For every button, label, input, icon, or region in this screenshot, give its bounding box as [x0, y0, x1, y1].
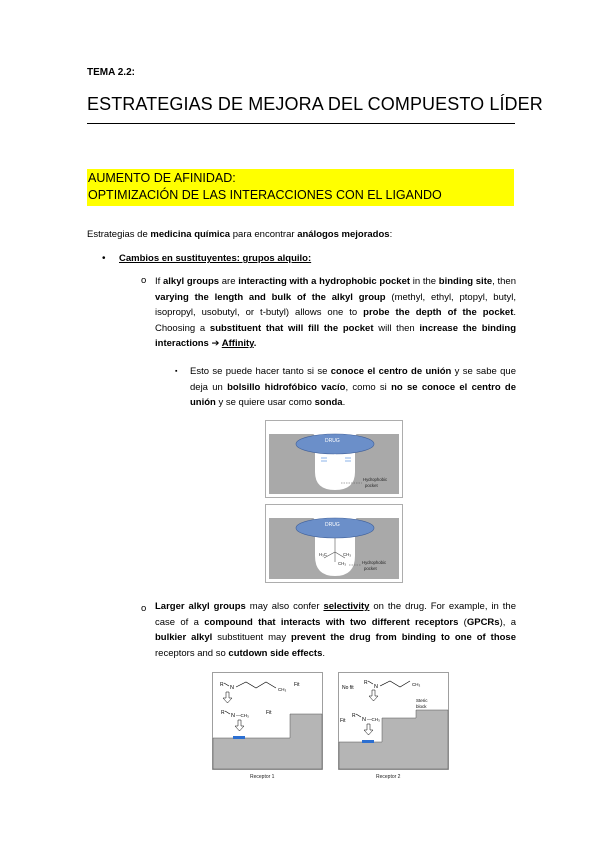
- text-run: ), a: [499, 616, 516, 628]
- pocket-caption: pocket: [364, 566, 377, 571]
- pocket-caption: Hydrophobic: [362, 560, 387, 565]
- text-run: y se quiere usar como: [215, 397, 315, 408]
- bold-run: Larger alkyl groups: [155, 601, 246, 612]
- text-run: , then: [492, 276, 516, 287]
- text-run: , como si: [345, 381, 392, 393]
- bold-run: sonda: [314, 397, 343, 408]
- bold-run: interacting with a hydrophobic pocket: [238, 276, 411, 287]
- fit-label: Fit: [294, 682, 300, 688]
- bold-run: GPCRs: [466, 616, 500, 628]
- receptor-2-panel: [339, 673, 449, 781]
- text-run: in the: [410, 276, 439, 287]
- section-title-line2: OPTIMIZACIÓN DE LAS INTERACCIONES CON EL LIGANDO: [88, 188, 442, 202]
- r-group-label: R: [352, 713, 356, 719]
- steric-label: Steric: [416, 698, 428, 703]
- bold-run: increase the binding interactions: [155, 322, 517, 349]
- hydrophobic-pocket-figure: [265, 420, 403, 583]
- nitrogen-label: N: [230, 685, 234, 691]
- topic-label: TEMA 2.2:: [87, 67, 135, 78]
- pocket-caption: Hydrophobic: [363, 477, 388, 482]
- intro-part: Estrategias de: [87, 229, 151, 240]
- text-run: .: [253, 338, 257, 349]
- r-group-label: R: [220, 682, 224, 688]
- nitrogen-label: N: [231, 713, 235, 719]
- receptor-2-caption: Receptor 2: [376, 774, 401, 780]
- methyl-label: H₃C: [319, 552, 327, 557]
- pocket-panel-empty: [266, 421, 403, 498]
- r-group-label: R: [364, 680, 368, 686]
- intro-part: :: [389, 229, 393, 240]
- probe-paragraph: [190, 364, 516, 411]
- intro-bold: medicina química: [150, 229, 231, 240]
- methyl-label: CH₃: [412, 682, 421, 687]
- text-run: (: [458, 616, 467, 628]
- text-run: (methyl, ethyl, ptopyl, butyl, isopropyl, usobutyl, or t-butyl) allows one to: [155, 291, 516, 318]
- text-run: . Choosing a: [155, 307, 516, 334]
- bold-run: bolsillo hidrofóbico vacío: [227, 381, 346, 393]
- affinity-term: Affinity: [221, 338, 254, 349]
- drug-ellipse: [296, 518, 374, 538]
- text-run: Esto se puede hacer tanto si se: [190, 366, 331, 377]
- text-run: receptors and so: [155, 647, 229, 659]
- binding-site-marker: [233, 736, 245, 739]
- selectivity-paragraph: [155, 599, 516, 661]
- bold-run: substituent that will fill the pocket: [209, 322, 374, 334]
- text-run: .: [342, 397, 346, 408]
- text-run: .: [322, 647, 326, 659]
- sub-bullet-symbol: o: [141, 275, 147, 286]
- page-title: ESTRATEGIAS DE MEJORA DEL COMPUESTO LÍDER: [87, 94, 543, 114]
- text-run: may also confer: [245, 601, 324, 612]
- receptor-1-panel: [213, 673, 323, 781]
- bold-run: prevent the drug from binding to one of those: [291, 632, 517, 643]
- bold-run: bulkier alkyl: [155, 632, 213, 643]
- fit-label: Fit: [340, 718, 346, 724]
- binding-site-marker: [362, 740, 374, 743]
- methyl-label: CH₃: [278, 687, 287, 692]
- bullet-symbol: •: [102, 253, 106, 264]
- drug-label: DRUG: [325, 438, 340, 444]
- pocket-panel-filled: [266, 505, 403, 583]
- methyl-label: —CH₃: [367, 717, 380, 722]
- text-run: will then: [373, 322, 420, 334]
- arrow-glyph: ➔: [208, 338, 222, 349]
- drug-ellipse: [296, 434, 374, 454]
- intro-bold: análogos mejorados: [297, 229, 390, 240]
- section-title-line1: AUMENTO DE AFINIDAD:: [88, 171, 236, 185]
- fit-label: Fit: [266, 710, 272, 716]
- nitrogen-label: N: [374, 684, 378, 690]
- title-underline: [87, 123, 515, 124]
- bold-run: binding site: [438, 276, 493, 287]
- sub-bullet-symbol: o: [141, 603, 147, 614]
- section-highlight-box: [87, 169, 514, 206]
- intro-part: para encontrar: [230, 229, 298, 240]
- text-run: are: [219, 276, 239, 287]
- bold-run: probe the depth of the pocket: [363, 307, 514, 318]
- text-run: substituent may: [212, 632, 292, 643]
- text-run: on the drug. For example, in the case of a: [155, 601, 516, 628]
- receptor-selectivity-figure: [210, 670, 450, 782]
- text-run: If: [155, 276, 163, 287]
- selectivity-term: selectivity: [323, 601, 370, 612]
- methyl-label: —CH₃: [236, 713, 249, 718]
- methyl-label: CH₃: [343, 552, 351, 557]
- drug-label: DRUG: [325, 522, 340, 528]
- bold-run: cutdown side effects: [228, 647, 323, 659]
- bold-run: compound that interacts with two different receptors: [204, 616, 459, 628]
- square-bullet-symbol: ▪: [175, 368, 178, 375]
- intro-text: [87, 229, 392, 240]
- methyl-label: CH₃: [337, 463, 346, 468]
- bold-run: varying the length and bulk of the alkyl group: [155, 291, 386, 303]
- steric-label: block: [416, 704, 427, 709]
- no-fit-label: No fit: [342, 685, 354, 691]
- pocket-caption: pocket: [365, 483, 378, 488]
- bold-run: no se conoce el centro de unión: [190, 381, 517, 408]
- nitrogen-label: N: [362, 717, 366, 723]
- r-group-label: R: [221, 710, 225, 716]
- bold-run: alkyl groups: [163, 276, 220, 287]
- alkyl-pocket-paragraph: [155, 274, 516, 352]
- text-run: y se sabe que deja un: [190, 366, 516, 393]
- receptor-1-caption: Receptor 1: [250, 774, 275, 780]
- bold-run: conoce el centro de unión: [330, 366, 452, 377]
- methyl-label: CH₃: [338, 561, 346, 566]
- bullet-text: Cambios en sustituyentes: grupos alquilo:: [119, 253, 312, 264]
